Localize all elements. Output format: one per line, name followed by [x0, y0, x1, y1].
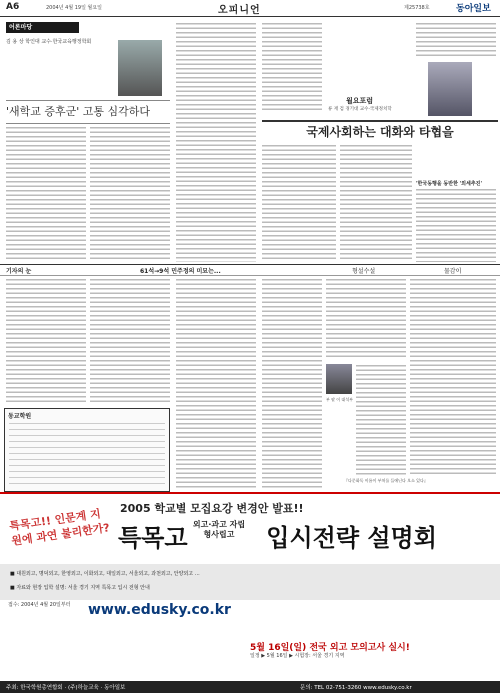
ad-sponsors: 주최: 한국학원총연합회 · (주)하늘교육 · 동아일보 — [6, 685, 126, 691]
masthead — [0, 0, 500, 17]
ad-side-text: 특목고!! 인문계 지원에 과연 불리한가? — [8, 507, 111, 548]
column-label: 물감이 — [444, 268, 462, 275]
author-photo — [326, 364, 352, 394]
article-body — [176, 22, 256, 262]
issue-date: 2004년 4월 19일 월요일 — [46, 5, 103, 11]
column-label: 형설수설 — [352, 268, 376, 275]
ad-bullet: ■ 자료와 현장 입학 설명: 서울 경기 지역 특목고 입시 전형 안내 — [10, 585, 150, 591]
byline: 김 용 상 학인대 교수·한국교육행정학회 — [6, 39, 92, 45]
photo-caption: 부 팔 이 대석부 — [326, 397, 353, 402]
article-body — [90, 126, 170, 262]
forum-headline: 국제사회하는 대화와 타협을 — [262, 120, 498, 142]
article-body — [6, 278, 86, 404]
page-number: A6 — [6, 2, 20, 12]
forum-subhead: '한국동행을 동반한 '외세추진' — [416, 181, 483, 187]
small-advertisement — [4, 408, 170, 492]
article-body — [416, 22, 496, 58]
article-body — [416, 188, 496, 262]
ad-info: 접수: 2004년 4월 20일부터 — [8, 602, 71, 608]
mock-exam-title: 5월 16일(일) 전국 외고 모의고사 실시! — [250, 643, 410, 653]
forum-tag: 월요포럼 — [346, 97, 374, 105]
ad-subtitle: 외고·과고 자립형사립고 — [192, 520, 246, 539]
article-body — [6, 126, 86, 262]
section-title: 오피니언 — [218, 5, 261, 16]
ad-footer — [0, 681, 500, 693]
column-title: 61석→9석 민주정의 미묘는... — [140, 268, 221, 275]
issue-number: 제25738호 — [404, 5, 430, 11]
ad-headline: 2005 학교별 모집요강 변경안 발표!! — [120, 502, 304, 515]
article-body — [340, 144, 412, 262]
ad-title: 동교학원 — [8, 413, 32, 420]
article-body — [410, 278, 496, 476]
forum-byline: 류 재 검 경기대 교수·국제정치학 — [328, 107, 392, 112]
column-endnote: 『다문화독 이름이 부처를 들에닌다 오소 있다』 — [344, 478, 428, 483]
ad-url: www.edusky.co.kr — [88, 602, 231, 618]
article-body — [262, 278, 322, 490]
article-body — [90, 278, 170, 404]
column-tag: 어론마당 — [6, 22, 79, 33]
ad-main-word: 특목고 — [118, 523, 188, 552]
ad-main-word2: 입시전략 설명회 — [266, 523, 437, 552]
article-headline: '새학교 증후군' 고통 심각하다 — [6, 100, 170, 124]
column-strip — [0, 264, 500, 276]
ad-school-list — [0, 564, 500, 600]
article-body — [176, 278, 256, 490]
ad-main-title — [118, 518, 437, 553]
mock-exam-detail: 일정 ▶ 5월 16일 ▶ 시험장: 서울 경기 지역 — [250, 653, 345, 659]
ad-bullet: ■ 대원외고, 명덕외고, 한영외고, 이화외고, 대일외고, 서울외고, 과천외고, 안양외고 … — [10, 571, 200, 577]
article-body — [262, 22, 322, 112]
author-photo — [118, 40, 162, 96]
newspaper-logo: 동아일보 — [456, 4, 491, 14]
article-body — [262, 144, 336, 262]
ad-schedule-table — [9, 421, 165, 487]
article-body — [326, 278, 406, 360]
article-body — [356, 364, 406, 476]
seminar-advertisement — [0, 492, 500, 693]
column-label: 기자의 눈 — [6, 268, 32, 275]
ad-contact: 문의: TEL 02-751-3260 www.edusky.co.kr — [300, 685, 412, 691]
forum-author-photo — [428, 62, 472, 116]
